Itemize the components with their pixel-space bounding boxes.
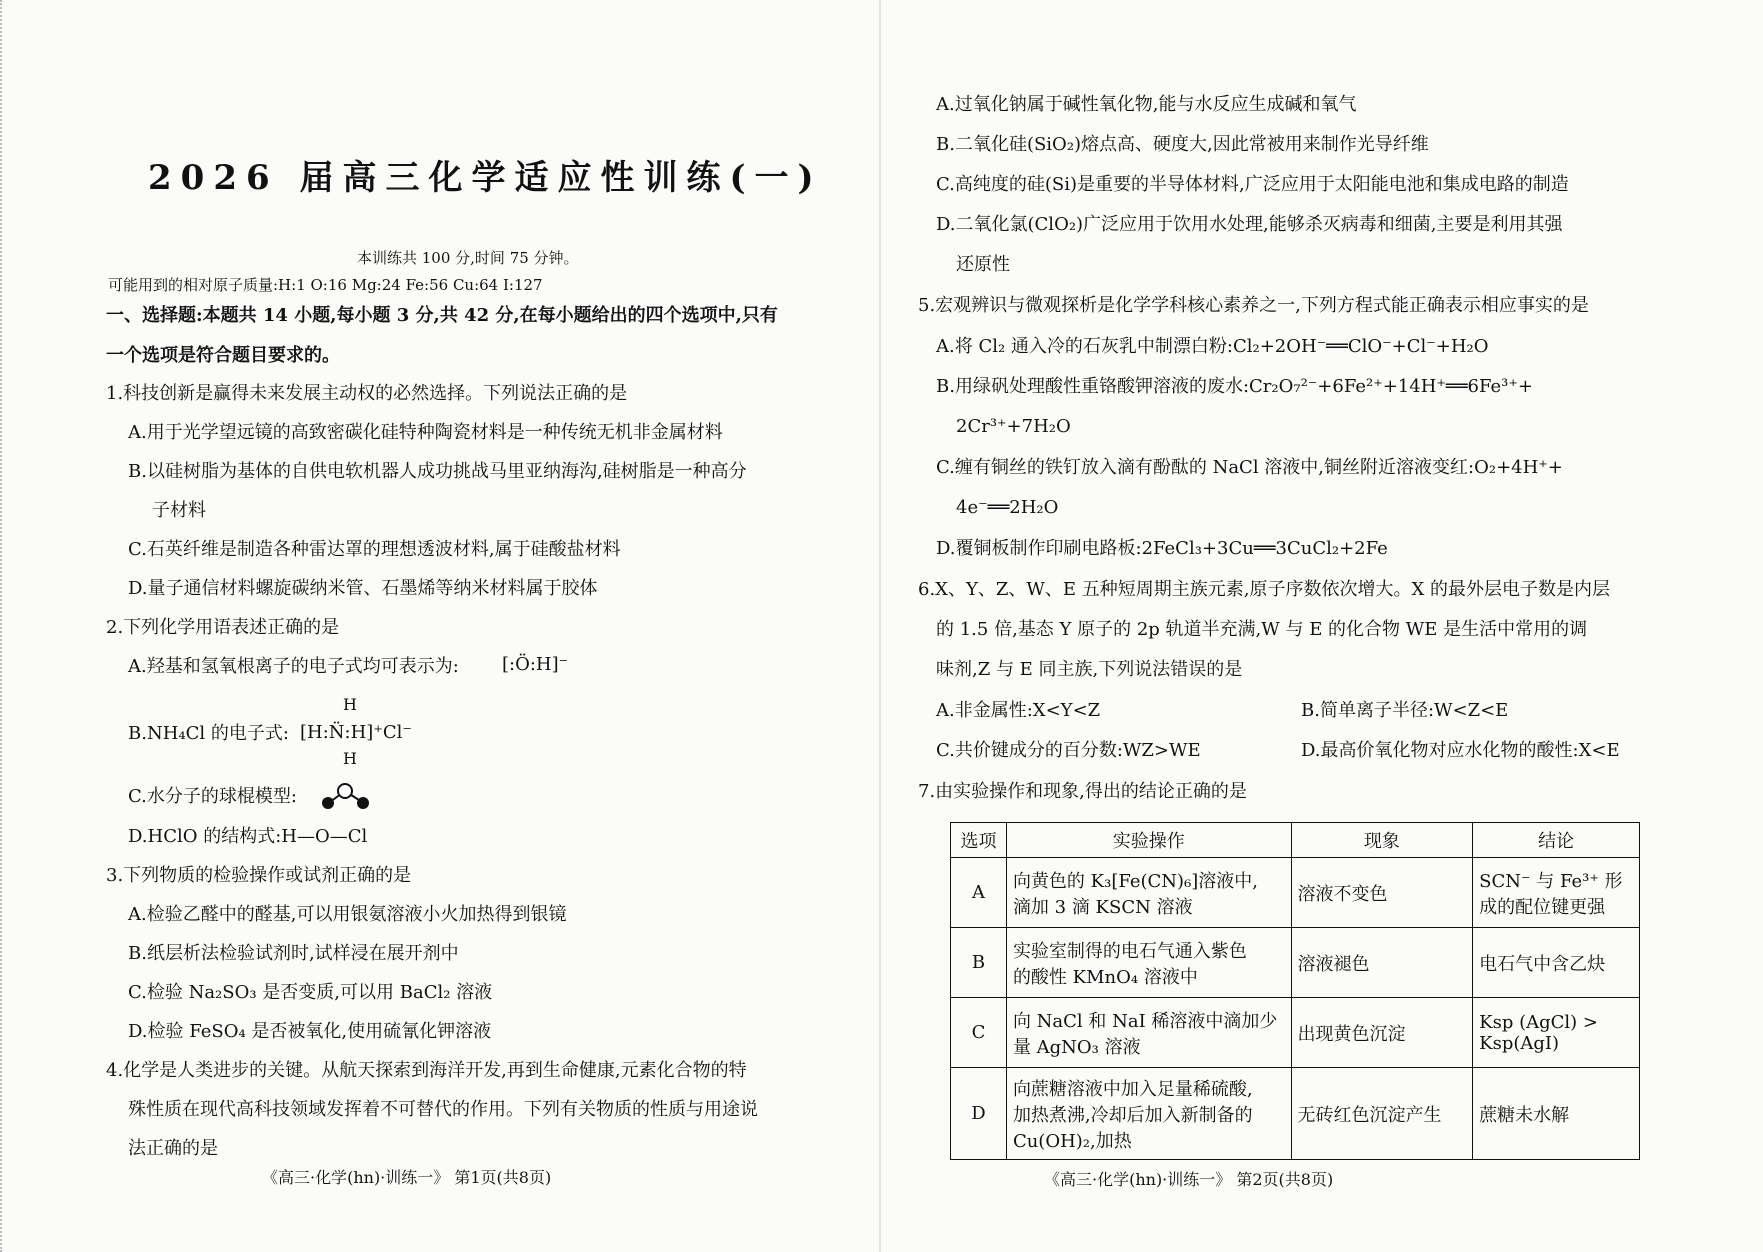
row-option: D <box>951 1068 1007 1160</box>
table-row <box>951 998 1640 1068</box>
q3-option-a: A.检验乙醛中的醛基,可以用银氨溶液小火加热得到银镜 <box>128 904 567 925</box>
q2-option-c: C.水分子的球棍模型: <box>128 786 297 807</box>
q6-option-a: A.非金属性:X<Y<Z <box>936 700 1101 721</box>
q4-option-b: B.二氧化硅(SiO₂)熔点高、硬度大,因此常被用来制作光导纤维 <box>936 134 1429 155</box>
operation-line: Cu(OH)₂,加热 <box>1012 1130 1132 1152</box>
row-operation <box>1006 998 1291 1068</box>
row-conclusion: 蔗糖未水解 <box>1473 1068 1640 1160</box>
conclusion-line: Ksp(AgI) <box>1479 1032 1560 1054</box>
q6-line3: 味剂,Z 与 E 同主族,下列说法错误的是 <box>936 659 1243 680</box>
q5-option-c: C.缠有铜丝的铁钉放入滴有酚酞的 NaCl 溶液中,铜丝附近溶液变红:O₂+4H⁺+ <box>936 457 1563 478</box>
ammonium-h-top: H <box>343 695 357 714</box>
header-phenomenon: 现象 <box>1291 823 1473 858</box>
section-heading-line2: 一个选项是符合题目要求的。 <box>106 345 340 366</box>
table-row <box>951 1068 1640 1160</box>
q1-option-b: B.以硅树脂为基体的自供电软机器人成功挑战马里亚纳海沟,硅树脂是一种高分 <box>128 461 747 482</box>
row-phenomenon: 出现黄色沉淀 <box>1291 998 1473 1068</box>
binding-edge <box>0 0 8 1252</box>
q1-option-a: A.用于光学望远镜的高致密碳化硅特种陶瓷材料是一种传统无机非金属材料 <box>128 422 723 443</box>
operation-line: 量 AgNO₃ 溶液 <box>1012 1036 1141 1058</box>
q3-option-c: C.检验 Na₂SO₃ 是否变质,可以用 BaCl₂ 溶液 <box>128 982 493 1003</box>
atomic-masses: 可能用到的相对原子质量:H:1 O:16 Mg:24 Fe:56 Cu:64 I:127 <box>108 276 543 294</box>
q1-option-d: D.量子通信材料螺旋碳纳米管、石墨烯等纳米材料属于胶体 <box>128 578 598 599</box>
section-heading-line1: 一、选择题:本题共 14 小题,每小题 3 分,共 42 分,在每小题给出的四个选项中,只有 <box>106 305 778 326</box>
table-row <box>951 928 1640 998</box>
q4-option-a: A.过氧化钠属于碱性氧化物,能与水反应生成碱和氧气 <box>936 94 1357 115</box>
operation-line: 向黄色的 K₃[Fe(CN)₆]溶液中, <box>1012 870 1259 892</box>
operation-line: 加热煮沸,冷却后加入新制备的 <box>1012 1104 1253 1126</box>
q6-line2: 的 1.5 倍,基态 Y 原子的 2p 轨道半充满,W 与 E 的化合物 WE 是生活中常用的调 <box>936 619 1588 640</box>
q1-option-c: C.石英纤维是制造各种雷达罩的理想透波材料,属于硅酸盐材料 <box>128 539 621 560</box>
q5-option-b-cont: 2Cr³⁺+7H₂O <box>956 416 1071 437</box>
row-operation <box>1006 858 1291 928</box>
row-conclusion <box>1473 858 1640 928</box>
experiment-table <box>950 822 1640 1160</box>
row-option: C <box>951 998 1007 1068</box>
q4-option-d: D.二氧化氯(ClO₂)广泛应用于饮用水处理,能够杀灭病毒和细菌,主要是利用其强 <box>936 214 1563 235</box>
conclusion-line: 成的配位键更强 <box>1479 896 1606 918</box>
q3-stem: 3.下列物质的检验操作或试剂正确的是 <box>106 865 412 886</box>
q4-option-d-cont: 还原性 <box>956 254 1010 275</box>
row-operation <box>1006 928 1291 998</box>
q5-stem: 5.宏观辨识与微观探析是化学学科核心素养之一,下列方程式能正确表示相应事实的是 <box>918 295 1589 316</box>
hydroxide-electron-formula: [:Ö:H]⁻ <box>502 654 569 675</box>
exam-title: 2026 届高三化学适应性训练(一) <box>148 158 823 198</box>
operation-line: 向蔗糖溶液中加入足量稀硫酸, <box>1012 1078 1253 1100</box>
row-phenomenon: 溶液不变色 <box>1291 858 1473 928</box>
q3-option-d: D.检验 FeSO₄ 是否被氧化,使用硫氰化钾溶液 <box>128 1021 492 1042</box>
header-conclusion: 结论 <box>1473 823 1640 858</box>
q4-option-c: C.高纯度的硅(Si)是重要的半导体材料,广泛应用于太阳能电池和集成电路的制造 <box>936 174 1569 195</box>
water-ball-stick-model <box>318 783 374 813</box>
q4-line2: 殊性质在现代高科技领域发挥着不可替代的作用。下列有关物质的性质与用途说 <box>128 1099 758 1120</box>
q1-stem: 1.科技创新是赢得未来发展主动权的必然选择。下列说法正确的是 <box>106 383 628 404</box>
row-phenomenon: 无砖红色沉淀产生 <box>1291 1068 1473 1160</box>
conclusion-line: Ksp (AgCl) > <box>1479 1011 1598 1033</box>
page-divider <box>879 0 881 1252</box>
table-header-row <box>951 823 1640 858</box>
q5-option-c-cont: 4e⁻══2H₂O <box>956 497 1059 518</box>
table-row <box>951 858 1640 928</box>
row-option: B <box>951 928 1007 998</box>
row-conclusion <box>1473 998 1640 1068</box>
operation-line: 的酸性 KMnO₄ 溶液中 <box>1012 966 1198 988</box>
q7-stem: 7.由实验操作和现象,得出的结论正确的是 <box>918 781 1247 802</box>
ammonium-h-bottom: H <box>343 749 357 768</box>
q5-option-d: D.覆铜板制作印刷电路板:2FeCl₃+3Cu══3CuCl₂+2Fe <box>936 538 1388 559</box>
q6-option-c: C.共价键成分的百分数:WZ>WE <box>936 740 1201 761</box>
page-2-footer: 《高三·化学(hn)·训练一》 第2页(共8页) <box>1044 1170 1334 1189</box>
conclusion-line: SCN⁻ 与 Fe³⁺ 形 <box>1479 870 1623 892</box>
q6-option-d: D.最高价氧化物对应水化物的酸性:X<E <box>1301 740 1620 761</box>
q6-option-b: B.简单离子半径:W<Z<E <box>1301 700 1509 721</box>
ammonium-formula-main: [H:N̈:H]⁺Cl⁻ <box>300 722 412 743</box>
q2-option-a: A.羟基和氢氧根离子的电子式均可表示为: <box>128 656 459 677</box>
q5-option-a: A.将 Cl₂ 通入冷的石灰乳中制漂白粉:Cl₂+2OH⁻══ClO⁻+Cl⁻+H₂O <box>936 336 1489 357</box>
row-conclusion: 电石气中含乙炔 <box>1473 928 1640 998</box>
page-1-footer: 《高三·化学(hn)·训练一》 第1页(共8页) <box>262 1168 552 1187</box>
operation-line: 向 NaCl 和 NaI 稀溶液中滴加少 <box>1012 1010 1278 1032</box>
q2-stem: 2.下列化学用语表述正确的是 <box>106 617 340 638</box>
q4-line3: 法正确的是 <box>128 1138 218 1159</box>
q2-option-b: B.NH₄Cl 的电子式: <box>128 723 289 744</box>
q6-line1: 6.X、Y、Z、W、E 五种短周期主族元素,原子序数依次增大。X 的最外层电子数是内层 <box>918 579 1610 600</box>
exam-intro: 本训练共 100 分,时间 75 分钟。 <box>357 249 579 267</box>
q4-line1: 4.化学是人类进步的关键。从航天探索到海洋开发,再到生命健康,元素化合物的特 <box>106 1060 747 1081</box>
q2-option-d: D.HClO 的结构式:H—O—Cl <box>128 826 368 847</box>
operation-line: 实验室制得的电石气通入紫色 <box>1012 940 1247 962</box>
operation-line: 滴加 3 滴 KSCN 溶液 <box>1012 896 1193 918</box>
row-operation <box>1006 1068 1291 1160</box>
q1-option-b-cont: 子材料 <box>152 500 206 521</box>
row-option: A <box>951 858 1007 928</box>
header-option: 选项 <box>951 823 1007 858</box>
row-phenomenon: 溶液褪色 <box>1291 928 1473 998</box>
header-operation: 实验操作 <box>1006 823 1291 858</box>
q3-option-b: B.纸层析法检验试剂时,试样浸在展开剂中 <box>128 943 459 964</box>
q5-option-b: B.用绿矾处理酸性重铬酸钾溶液的废水:Cr₂O₇²⁻+6Fe²⁺+14H⁺══6Fe³⁺+ <box>936 376 1533 397</box>
